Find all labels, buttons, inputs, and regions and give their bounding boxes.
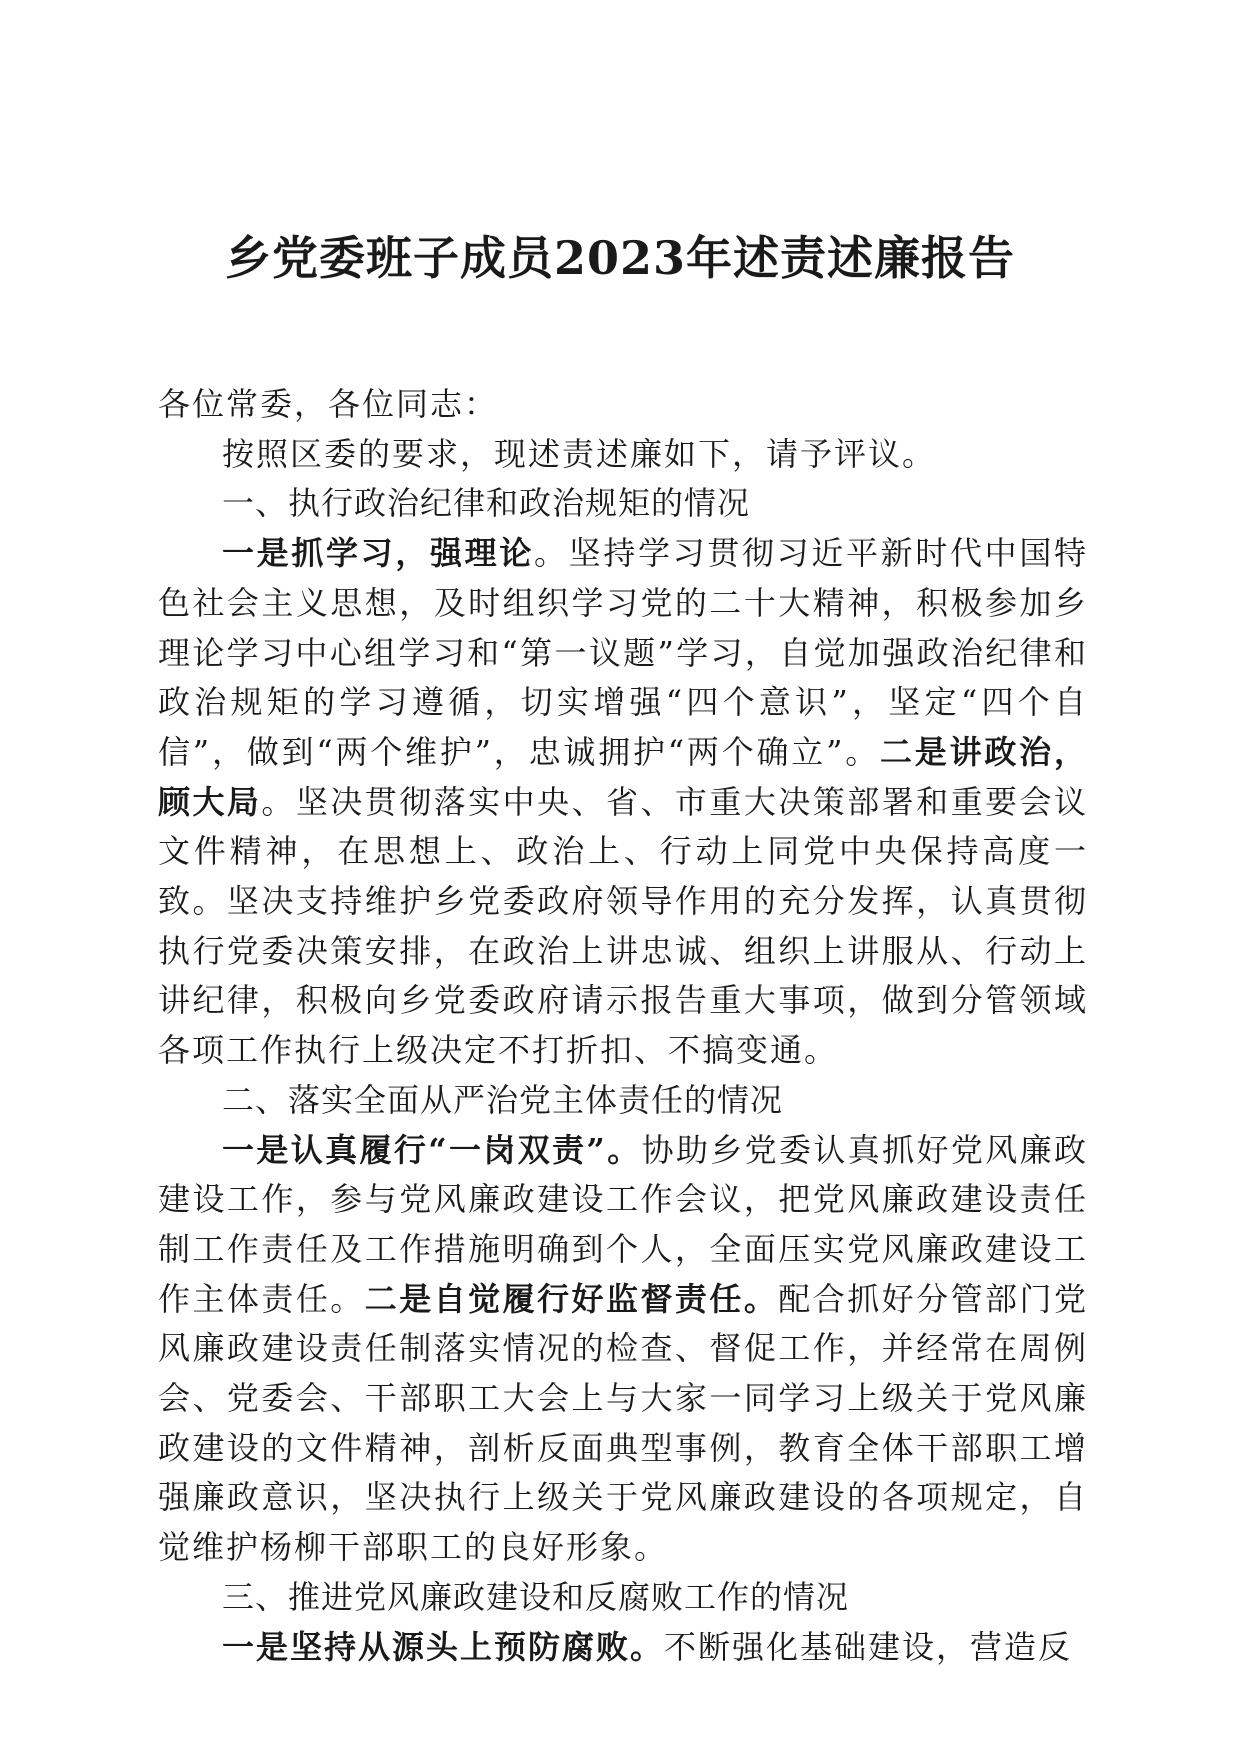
section-1-text-2: 。坚决贯彻落实中央、省、市重大决策部署和重要会议文件精神，在思想上、政治上、行动上同党中央保持高度一致。坚决支持维护乡党委政府领导作用的充分发挥，认真贯彻执行党委决策安排，在政治上讲忠诚、组织上讲服从、行动上讲纪律，积极向乡党委政府请示报告重大事项，做到分管领域各项工作执行上级决定不打折扣、不搞变通。 — [158, 782, 1088, 1070]
intro-paragraph: 按照区委的要求，现述责述廉如下，请予评议。 — [222, 434, 937, 473]
section-2-text-2: 配合抓好分管部门党风廉政建设责任制落实情况的检查、督促工作，并经常在周例会、党委会、干部职工大会上与大家一同学习上级关于党风廉政建设的文件精神，剖析反面典型事例，教育全体干部职工增强廉政意识，坚决执行上级关于党风廉政建设的各项规定，自觉维护杨柳干部职工的良好形象。 — [158, 1279, 1088, 1567]
section-1-heading: 一、执行政治纪律和政治规矩的情况 — [222, 484, 751, 523]
section-2-lead-1: 一是认真履行“一岗双责”。 — [222, 1130, 642, 1169]
section-3-lead-1: 一是坚持从源头上预防腐败。 — [222, 1627, 665, 1666]
section-3-heading: 三、推进党风廉政建设和反腐败工作的情况 — [222, 1577, 850, 1616]
section-2-text-1: 协助乡党委认真抓好党风廉政建设工作，参与党风廉政建设工作会议，把党风廉政建设责任制工作责任及工作措施明确到个人，全面压实党风廉政建设工作主体责任。 — [158, 1130, 1088, 1318]
document-body — [158, 380, 1088, 1672]
document-title: 乡党委班子成员2023年述责述廉报告 — [224, 231, 1016, 285]
section-1-text-1: 。坚持学习贯彻习近平新时代中国特色社会主义思想，及时组织学习党的二十大精神，积极参加乡理论学习中心组学习和“第一议题”学习，自觉加强政治纪律和政治规矩的学习遵循，切实增强“四个意识”，坚定“四个自信”，做到“两个维护”，忠诚拥护“两个确立”。 — [158, 534, 1088, 771]
section-2-lead-2: 二是自觉履行好监督责任。 — [364, 1279, 779, 1318]
section-1-lead-2: 二是讲政治，顾大局 — [158, 732, 1088, 821]
section-2-heading: 二、落实全面从严治党主体责任的情况 — [222, 1080, 784, 1119]
section-3-text-1: 不断强化基础建设，营造反 — [664, 1627, 1073, 1666]
section-2-paragraph — [158, 1126, 1088, 1573]
section-3-paragraph — [158, 1623, 1088, 1673]
greeting-line: 各位常委，各位同志： — [158, 385, 499, 423]
section-1-paragraph — [158, 529, 1088, 1076]
section-1-lead-1: 一是抓学习，强理论 — [222, 534, 534, 573]
